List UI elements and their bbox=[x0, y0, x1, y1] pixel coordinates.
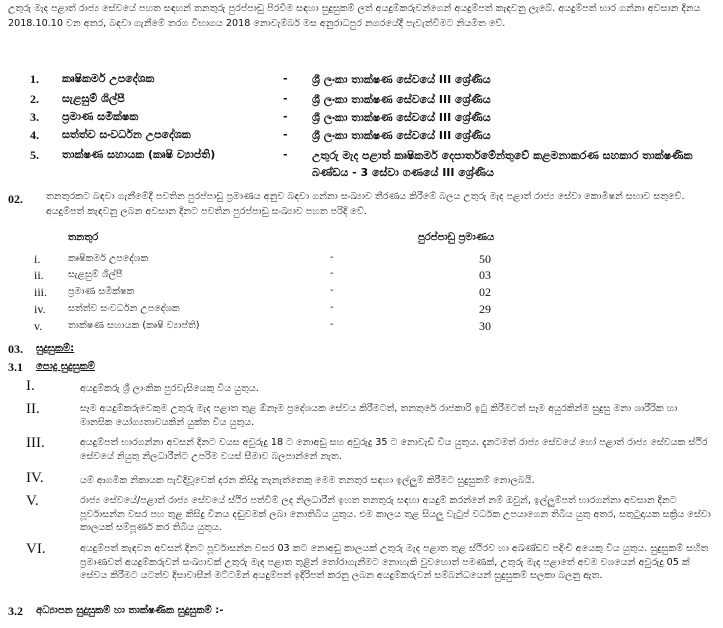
table-row-post: ප්‍රමාණ සමීක්ෂක bbox=[68, 286, 135, 297]
post-number: 2. bbox=[30, 92, 39, 106]
requirement-number: III. bbox=[26, 435, 45, 451]
requirement-number: I. bbox=[26, 378, 35, 394]
post-dash: - bbox=[283, 92, 288, 105]
requirement-number: VI. bbox=[26, 541, 46, 557]
requirement-number: II. bbox=[26, 401, 40, 417]
table-row-dash: - bbox=[330, 285, 334, 296]
requirement-text: යම් ආගමික නිකායක පැවිදිවූවෙක් දරන කිසිදු තැනැත්තෙකු මෙම තනතුර සඳහා ඉල්ලුම් කිරීමට සුදුසුකම් නොලබයි. bbox=[80, 475, 535, 486]
table-row-dash: - bbox=[330, 302, 334, 313]
table-row-dash: - bbox=[330, 268, 334, 279]
table-row-count: 29 bbox=[479, 302, 491, 316]
table-header-post: තනතුර bbox=[68, 232, 99, 243]
table-row-post: සැළසුම් ශිල්පී bbox=[68, 269, 123, 280]
post-dash: - bbox=[283, 128, 288, 141]
requirement-number: IV. bbox=[26, 470, 44, 486]
section-2-paragraph: තනතුරකට බඳවා ගැනීමේදී පවතින පුරප්පාඩු ප්‍රමාණය අනුව බඳවා ගන්නා සංඛ්‍යාව තීරණය කිරීමේ බලය උතුරු මැද පළාත් රාජ්‍ය සේවා කොමිෂන් සභාව සතුවේ. අයදුම්පත් කැඳවනු ලබන අවසාන දිනට පවතින පුරප්පාඩු සංඛ්‍යාව පහත පරිදි වේ. bbox=[46, 191, 685, 217]
post-name: ප්‍රමාණ සමීක්ෂක bbox=[62, 110, 139, 123]
post-dash: - bbox=[283, 148, 288, 161]
table-row-post: කෘෂිකර්ම උපදේශක bbox=[68, 253, 149, 264]
post-name: කෘෂිකර්ම උපදේශක bbox=[62, 72, 155, 85]
requirement-number: V. bbox=[26, 493, 39, 509]
post-grade: ශ්‍රී ලංකා තාක්ෂණ සේවයේ III ශ්‍රේණිය bbox=[312, 93, 491, 106]
table-row-number: ii. bbox=[34, 268, 44, 282]
requirement-text: සෑම අයදුම්කරුවෙකුම උතුරු මැද පළාත තුළ ඕනෑම ප්‍රදේශයක සේවය කිරීමටත්, තනතුරේ රාජකාරි ඉටු කිරීමටත් සෑම අයුරකින්ම සුදුසු මනා ශාරීරික හා මානසික යෝග්‍යතාවයකින් යුක්ත විය යුතුය. bbox=[80, 403, 678, 428]
post-name: සැළසුම් ශිල්පී bbox=[62, 92, 125, 105]
post-dash: - bbox=[283, 110, 288, 123]
post-grade: ශ්‍රී ලංකා තාක්ෂණ සේවයේ III ශ්‍රේණිය bbox=[312, 73, 491, 86]
table-row-number: i. bbox=[34, 252, 41, 266]
table-header-count: පුරප්පාඩු ප්‍රමාණය bbox=[418, 232, 495, 243]
post-grade: උතුරු මැද පළාත් කෘෂිකර්ම දෙපාර්තමේන්තුවේ කළමනාකරණ සහකාර තාක්ෂණික බණ්ඩය - 3 සේවා ගණයේ III ශ්‍රේණිය bbox=[312, 149, 693, 179]
table-row-count: 50 bbox=[479, 252, 491, 266]
intro-paragraph: උතුරු මැද පළාත් රාජ්‍ය සේවයේ පහත සඳහන් තනතුරු පුරප්පාඩු පිරවීම සඳහා සුදුසුකම් ලත් අයදුම්කරුවන්ගෙන් අයදුම්පත් කැඳවනු ලැබේ. අයදුම්පත් භාර ගන්නා අවසාන දිනය 2018.10.10 වන අතර, බඳවා ගැනීමේ තරග විභාගය 2018 නොවැම්බර් මස අනුරාධපුර නගරයේදී පැවැත්වීමට නියමිත වේ. bbox=[8, 3, 701, 29]
post-number: 4. bbox=[30, 128, 39, 142]
subsection-3-2-number: 3.2 bbox=[8, 604, 23, 618]
table-row-count: 03 bbox=[479, 268, 491, 282]
requirement-text: රාජ්‍ය සේවයේ/පළාත් රාජ්‍ය සේවයේ ස්ථිර පත්වීම් ලද නිලධාරීන් ඉහත තනතුරු සඳහා අයදුම් කරන්නේ නම් ඔවුන්, ඉල්ලුම්පත් භාරගන්නා අවසාන දිනට පූර්වාසන්න වසර පහ තුළ කිසිදු විනය දඬුවමක් ලබා නොතිබිය යුතුය. එම කාලය තුළ සියලු වැටුප් වර්ධක උපයාගෙන තිබිය යුතු අතර, සතුටුදායක සක්‍රිය සේවා කාලයක් සම්පූර්ණ කර තිබිය යුතුය. bbox=[80, 495, 711, 534]
post-grade: ශ්‍රී ලංකා තාක්ෂණ සේවයේ III ශ්‍රේණිය bbox=[312, 111, 491, 124]
post-number: 3. bbox=[30, 110, 39, 124]
requirement-text: අයදුම්පත් භාරගන්නා අවසන් දිනට වයස අවුරුදු 18 ට නොඅඩු සහ අවුරුදු 35 ට නොවැඩි විය යුතුය. දැනටමත් රාජ්‍ය සේවයේ හෝ පළාත් රාජ්‍ය සේවයක ස්ථිර සේවයේ නියුතු නිලධාරීන්ට උපරිම වයස් සීමාව බලපාන්නේ නැත. bbox=[80, 437, 708, 462]
post-number: 1. bbox=[30, 72, 39, 86]
requirement-text: අයදුම්කරු ශ්‍රී ලාංකික පුරවැසියෙකු විය යුතුය. bbox=[80, 383, 259, 394]
table-row-post: තාක්ෂණ සහායක (කෘෂි ව්‍යාප්ති) bbox=[68, 320, 200, 331]
post-name: සත්ත්ව සංවර්ධන උපදේශක bbox=[62, 128, 191, 141]
table-row-number: iii. bbox=[34, 285, 48, 299]
section-3-title: සුදුසුකම්: bbox=[36, 343, 75, 354]
table-row-count: 30 bbox=[479, 319, 491, 333]
table-row-dash: - bbox=[330, 319, 334, 330]
requirement-text: අයදුම්පත් කැඳවන අවසන් දිනට පූර්වාසන්න වසර 03 කට නොඅඩු කාලයක් උතුරු මැද පළාත තුළ ස්ථිරව හා අඛණ්ඩව පදිංචි අයෙකු විය යුතුය. සුදුසුකම් සහිත ප්‍රමාණවත් අයදුම්කරුවන් සංඛ්‍යාවක් උතුරු මැද පළාත තුළින් තෝරාගැනීමට නොහැකි වුවහොත් පමණක්, උතුරු මැද පළාතේ අවම වශයෙන් අවුරුදු 05 ක් සේවය කිරීමට යටත්ව දිසාවාසීන් මට්ටමින් අයදුම්පත් ඉදිරිපත් කරනු ලබන අයදුම්කරුවන් සම්බන්ධයෙන් සුදුසුකම් සලකා බලනු ඇත. bbox=[80, 543, 709, 582]
table-row-number: iv. bbox=[34, 302, 46, 316]
table-row-number: v. bbox=[34, 319, 43, 333]
section-3-number: 03. bbox=[8, 342, 23, 356]
subsection-3-2-title: අධ්‍යාපන සුදුසුකම් හා තාක්ෂණික සුදුසුකම් :- bbox=[36, 605, 224, 616]
table-row-dash: - bbox=[330, 252, 334, 263]
post-number: 5. bbox=[30, 148, 39, 162]
post-name: තාක්ෂණ සහායක (කෘෂි ව්‍යාප්ති) bbox=[62, 148, 216, 161]
table-row-count: 02 bbox=[479, 285, 491, 299]
post-dash: - bbox=[283, 72, 288, 85]
subsection-3-1-number: 3.1 bbox=[8, 360, 23, 374]
subsection-3-1-title: පොදු සුදුසුකම් bbox=[36, 361, 95, 372]
section-2-number: 02. bbox=[8, 192, 23, 206]
table-row-post: සත්ත්ව සංවර්ධන උපදේශක bbox=[68, 303, 180, 314]
post-grade: ශ්‍රී ලංකා තාක්ෂණ සේවයේ III ශ්‍රේණිය bbox=[312, 129, 491, 142]
